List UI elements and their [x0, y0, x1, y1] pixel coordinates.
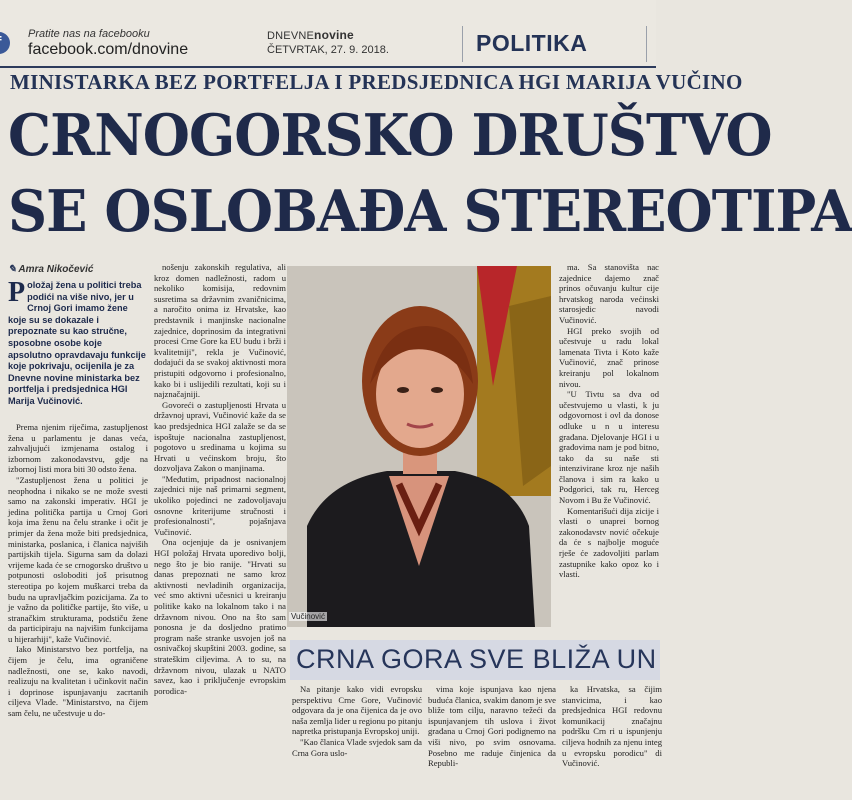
paragraph: Ona ocjenjuje da je osnivanjem HGI položaj Hrvata uporedivo bolji, nego što je bio ranije. "Hrvati su danas prepoznati ne samo kroz aktivnosti nevladinih organizacija, već smo aktivni učesnici u kreiranju politike kako na lokalnom tako i na državnom nivou. Ono na što sam ponosna je da dosljedno pratimo program naše stranke usvojen još na osnivačkoj skupštini 2003. godine, sa strateškim ciljevima. A to su, na državnom nivou, ulazak u NATO savez, kao i priključenje evropskim porodica- — [154, 537, 286, 696]
body-column-4 — [292, 684, 422, 758]
section-title: POLITIKA — [476, 30, 588, 56]
author-name: Amra Nikočević — [18, 264, 94, 275]
brand-suffix: novine — [314, 28, 354, 42]
paragraph: Govoreći o zastupljenosti Hrvata u državnoj upravi, Vučinović kaže da se kao predsjednica HGI zalaže se da se ispoštuje nacionalna zastupljenost, pogotovo u sredinama u kojima su Hrvati u većinskom broju, što dozvoljava Zakon o manjinama. — [154, 399, 286, 474]
paragraph: "U Tivtu sa dva od učestvujemo u vlasti, k ju odgovornost i ovl da donose odluke u n u interesu građana. Djelovanje HGI i u građovima nam je pod bitno, tako da su naše sti intenzivirane kroz nje naših članova i sim ra kako u Podgorici, tak ru, Herceg Novom i Bu že Vučinović. — [559, 389, 659, 506]
header-divider-right — [646, 26, 647, 62]
body-column-1 — [8, 422, 148, 719]
paragraph: ma. Sa stanovišta nac zajednice dajemo znač prinos očuvanju kultur cije hrvatskog naroda većinski starosjedic navodi Vučinović. — [559, 262, 659, 325]
paragraph: Prema njenim riječima, zastupljenost žena u parlamentu je danas veća, zahvaljujući izmjenama ostalog i izbornom zakonodavstvu, gdje na izbornoj listi mora biti 30 odsto žena. — [8, 422, 148, 475]
body-column-6 — [562, 684, 662, 769]
lead-paragraph — [8, 277, 148, 408]
portrait-photo — [287, 266, 551, 627]
pen-icon: ✎ — [8, 264, 17, 275]
paragraph: Na pitanje kako vidi evropsku perspektivu Crne Gore, Vučinović odgovara da je ona čijenica da je ovo naša zemlja lider u regionu po pitanju napretka pristupanja Evropskoj uniji. — [292, 684, 422, 737]
paragraph: "Međutim, pripadnost nacionalnoj zajednici nije naš primarni segment, ukoliko pojedinci ne zadovoljavaju osnovne kriterijume stručnosti i profesionalnosti", pojašnjava Vučinović. — [154, 473, 286, 537]
subheading: CRNA GORA SVE BLIŽA UN — [296, 644, 657, 674]
brand-prefix: DNEVNE — [267, 30, 315, 42]
paragraph: nošenju zakonskih regulativa, ali kroz domen nadležnosti, radom u nekoliko komisija, redovnim susretima sa državnim zvaničnicima, a naročito onima iz Hrvatske, kao predstavnik i manjinske nacionalne zajednice, doprinosim da integrativni procesi Crne Gore ka EU budu i brži i kvalitetniji", rekla je Vučinović, dodajući da se svakoj aktivnosti mora pristupiti odgovorno i profesionalno, kako bi i uslijedili rezultati, koji su i najznačajniji. — [154, 262, 286, 400]
issue-date: ČETVRTAK, 27. 9. 2018. — [267, 44, 389, 56]
headline-line-2: SE OSLOBAĐA STEREOTIPA — [8, 178, 852, 245]
publication-name — [267, 28, 354, 42]
paragraph: vima koje ispunjava kao njena buduća članica, svakim danom je sve bliže tom cilju, naravno težeći da ispunjavanjem tih uslova i život građana u Crnoj Gori podignemo na viši nivo, po svim osnovama. Posebno me raduje činjenica da Republi- — [428, 684, 556, 769]
author-byline — [8, 264, 93, 275]
paragraph: ka Hrvatska, sa čijim stanvicima, i kao predsjednica HGI redovnu komunikacij značajnu podršku Crn ri u ispunjenju ciljeva hodnih za njenu integ u evropsku porodicu" di Vučinović. — [562, 684, 662, 769]
header-divider — [462, 26, 463, 62]
body-column-2 — [154, 262, 286, 696]
facebook-follow-label: Pratite nas na facebooku — [28, 28, 150, 40]
photo-caption: Vučinović — [291, 612, 325, 621]
portrait-illustration — [287, 266, 551, 627]
paragraph: "Kao članica Vlade svjedok sam da Crna Gora uslo- — [292, 736, 422, 758]
facebook-url[interactable]: facebook.com/dnovine — [28, 41, 189, 58]
paragraph: HGI preko svojih od učestvuje u radu lokal lamenata Tivta i Koto kaže Vučinović, znač prinose kreiranju pol lokalnom nivou. — [559, 325, 659, 389]
body-column-3 — [559, 262, 659, 580]
drop-cap: P — [8, 277, 26, 308]
body-column-5 — [428, 684, 556, 769]
paragraph: Komentarišući dija zicije i vlasti o unaprei bornog zakonodavstv nović očekuje da će s najbolje moguće rješe će zadovoljiti parlam zastupnike kako opoz ko i vlasti. — [559, 505, 659, 580]
headline-line-1: CRNOGORSKO DRUŠTVO — [8, 102, 772, 169]
article-kicker: MINISTARKA BEZ PORTFELJA I PREDSJEDNICA HGI MARIJA VUČINO — [10, 70, 743, 94]
paragraph: "Zastupljenost žena u politici je neophodna i nikako se ne može svesti samo na zakonski imperativ. HGI je jedina politička partija u Crnoj Gori koja ima ženu na čelu stranke i očit je primjer da žena može biti predsjednica, ministarka, poslanica, i članica najviših partijskih tijela. Sigurna sam da dolazi vrijeme kada će se crnogorsko društvo u potpunosti osloboditi još prisutnog stereotipa po kojem muškarci treba da budu na upravljačkim pozicijama. Za to je važno da političke partije, što više, u stranačkim strukturama, podstiču žene da participiraju na najvišim funkcijama u hijerarhiji", kaže Vučinović. — [8, 474, 148, 644]
paragraph: Iako Ministarstvo bez portfelja, na čijem je čelu, ima ograničene nadležnosti, one se, kako navodi, realizuju na kvalitetan i učinkovit način i doprinose ispunjavanju zacrtanih ciljeva Vlade. "Ministarstvo, na čijem sam čelu, ne učestvuje u do- — [8, 644, 148, 719]
lead-text: oložaj žena u politici treba podići na više nivo, jer u Crnoj Gori imamo žene koje su se dokazale i prepoznate su kao stručne, sposobne osobe koje apsolutno opravdavaju funkcije koje pokrivaju, ocijenila je za Dnevne novine ministarka bez portfelja i predsjednica HGI Marija Vučinović. — [8, 280, 146, 406]
